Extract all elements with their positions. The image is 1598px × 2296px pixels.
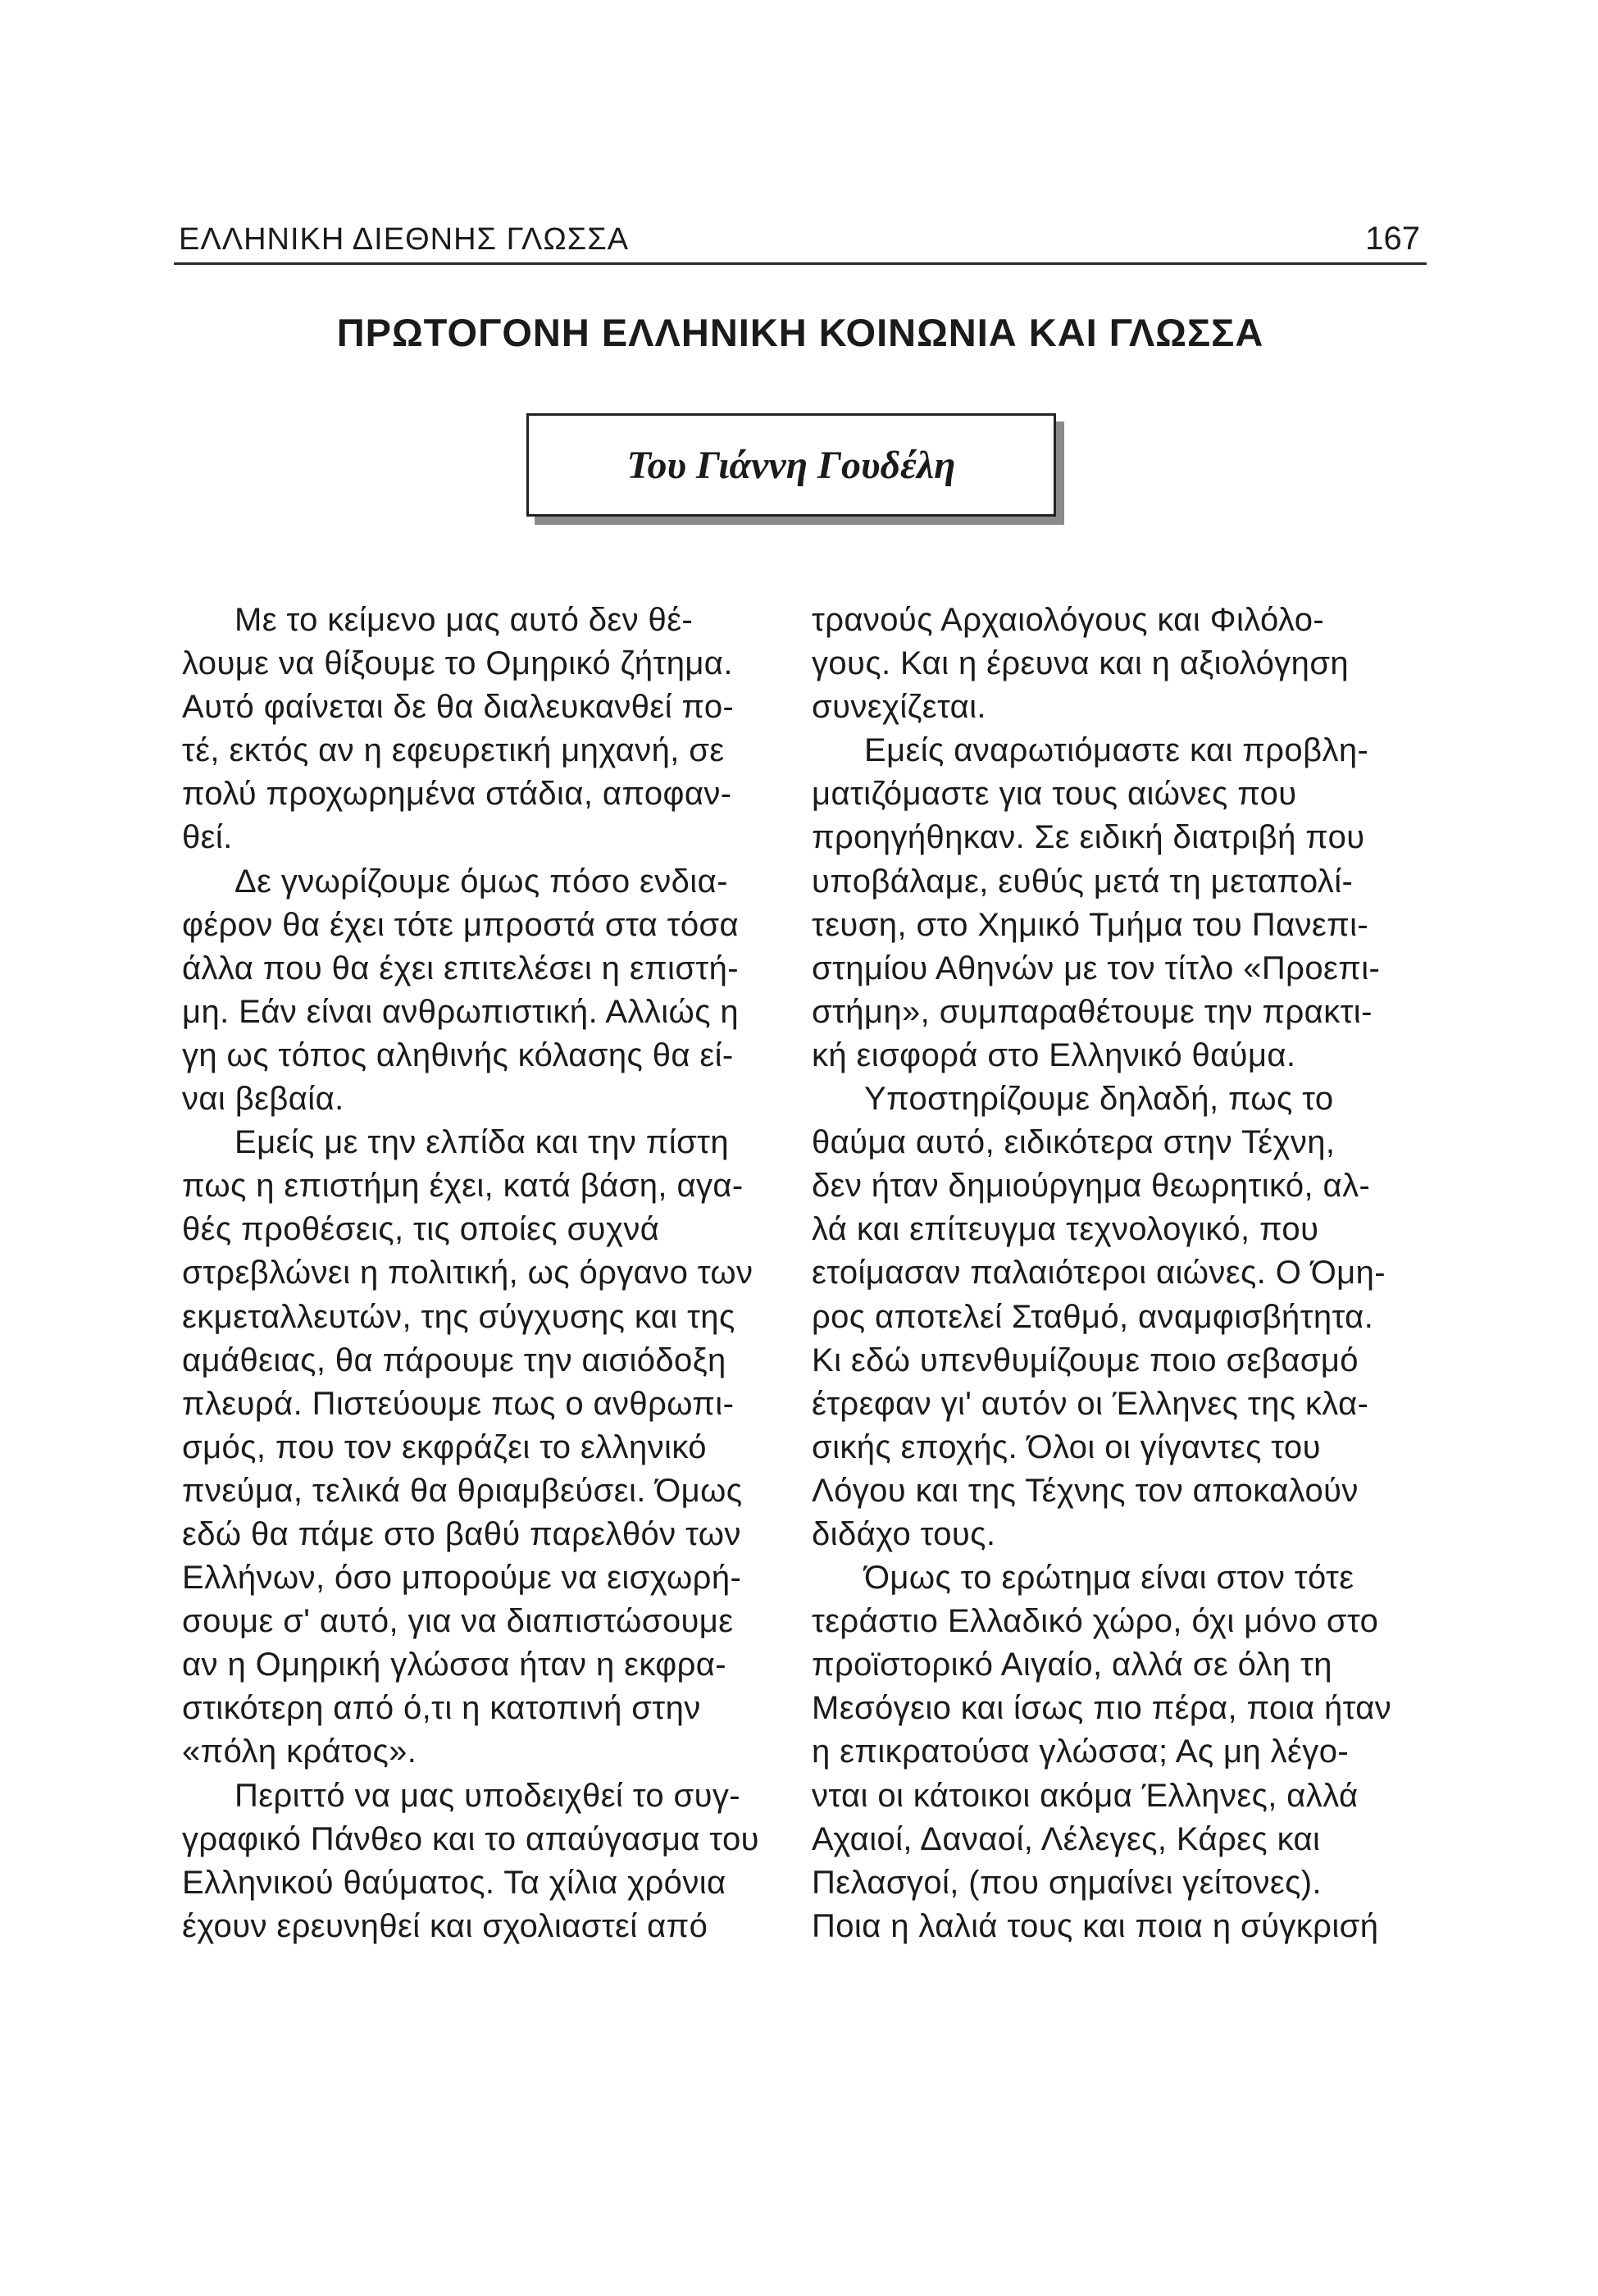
paragraph: Με το κείμενο μας αυτό δεν θέ- λουμε να θίξουμε το Ομηρικό ζήτημα. Αυτό φαίνεται δε θα διαλευκανθεί πο- τέ, εκτός αν η εφευρετική μηχανή, σε πολύ προχωρημένα στάδια, αποφαν- θεί. (182, 602, 735, 856)
page-number: 167 (1365, 221, 1420, 257)
paragraph: Όμως το ερώτημα είναι στον τότε τεράστιο Ελλαδικό χώρο, όχι μόνο στο προϊστορικό Αιγαίο, αλλά σε όλη τη Μεσόγειο και ίσως πιο πέρα, ποια ήταν η επικρατούσα γλώσσα; Ας μη λέγο- νται οι κάτοικοι ακόμα Έλληνες, αλλά Αχαιοί, Δαναοί, Λέλεγες, Κάρες και Πελασγοί, (που σημαίνει γείτονες). Ποια η λαλιά τους και ποια η σύγκρισή (812, 1560, 1392, 1944)
left-column (182, 599, 802, 1948)
paragraph: Δε γνωρίζουμε όμως πόσο ενδια- φέρον θα έχει τότε μπροστά στα τόσα άλλα που θα έχει επιτελέσει η επιστή- μη. Εάν είναι ανθρωπιστική. Αλλιώς η γη ως τόπος αληθινής κόλασης θα εί- ναι βεβαία. (182, 863, 740, 1118)
paragraph: Εμείς αναρωτιόμαστε και προβλη- ματιζόμαστε για τους αιώνες που προηγήθηκαν. Σε ειδική διατριβή που υποβάλαμε, ευθύς μετά τη μεταπολί- τευση, στο Χημικό Τμήμα του Πανεπι- στημίου Αθηνών με τον τίτλο «Προεπι- στήμη», συμπαραθέτουμε την πρακτι- κή εισφορά στο Ελληνικό θαύμα. (812, 732, 1381, 1073)
author-byline: Του Γιάννη Γουδέλη (626, 443, 956, 487)
article-title: ΠΡΩΤΟΓΟΝΗ ΕΛΛΗΝΙΚΗ ΚΟΙΝΩΝΙΑ ΚΑΙ ΓΛΩΣΣΑ (336, 311, 1264, 354)
running-header (174, 215, 1427, 265)
byline-box (526, 413, 1056, 517)
running-title: ΕΛΛΗΝΙΚΗ ΔΙΕΘΝΗΣ ΓΛΩΣΣΑ (179, 222, 630, 257)
paragraph: Εμείς με την ελπίδα και την πίστη πως η επιστήμη έχει, κατά βάση, αγα- θές προθέσεις, τις οποίες συχνά στρεβλώνει η πολιτική, ως όργανο των εκμεταλλευτών, της σύγχυσης και της αμάθειας, θα πάρουμε την αισιόδοξη πλευρά. Πιστεύουμε πως ο ανθρωπι- σμός, που τον εκφράζει το ελληνικό πνεύμα, τελικά θα θριαμβεύσει. Όμως εδώ θα πάμε στο βαθύ παρελθόν των Ελλήνων, όσο μπορούμε να εισχωρή- σουμε σ' αυτό, για να διαπιστώσουμε αν η Ομηρική γλώσσα ήταν η εκφρα- στικότερη από ό,τι η κατοπινή στην «πόλη κράτος». (182, 1124, 753, 1770)
paragraph: Υποστηρίζουμε δηλαδή, πως το θαύμα αυτό, ειδικότερα στην Τέχνη, δεν ήταν δημιούργημα θεωρητικό, αλ- λά και επίτευγμα τεχνολογικό, που ετοίμασαν παλαιότεροι αιώνες. Ο Όμη- ρος αποτελεί Σταθμό, αναμφισβήτητα. Κι εδώ υπενθυμίζουμε ποιο σεβασμό έτρεφαν γι' αυτόν οι Έλληνες της κλα- σικής εποχής. Όλοι οι γίγαντες του Λόγου και της Τέχνης τον αποκαλούν διδάχο τους. (812, 1081, 1386, 1552)
right-column (812, 599, 1432, 1948)
paragraph: τρανούς Αρχαιολόγους και Φιλόλο- γους. Και η έρευνα και η αξιολόγηση συνεχίζεται. (812, 602, 1350, 726)
paragraph: Περιττό να μας υποδειχθεί το συγ- γραφικό Πάνθεο και το απαύγασμα του Ελληνικού θαύματος. Τα χίλια χρόνια έχουν ερευνηθεί και σχολιαστεί από (182, 1777, 759, 1944)
